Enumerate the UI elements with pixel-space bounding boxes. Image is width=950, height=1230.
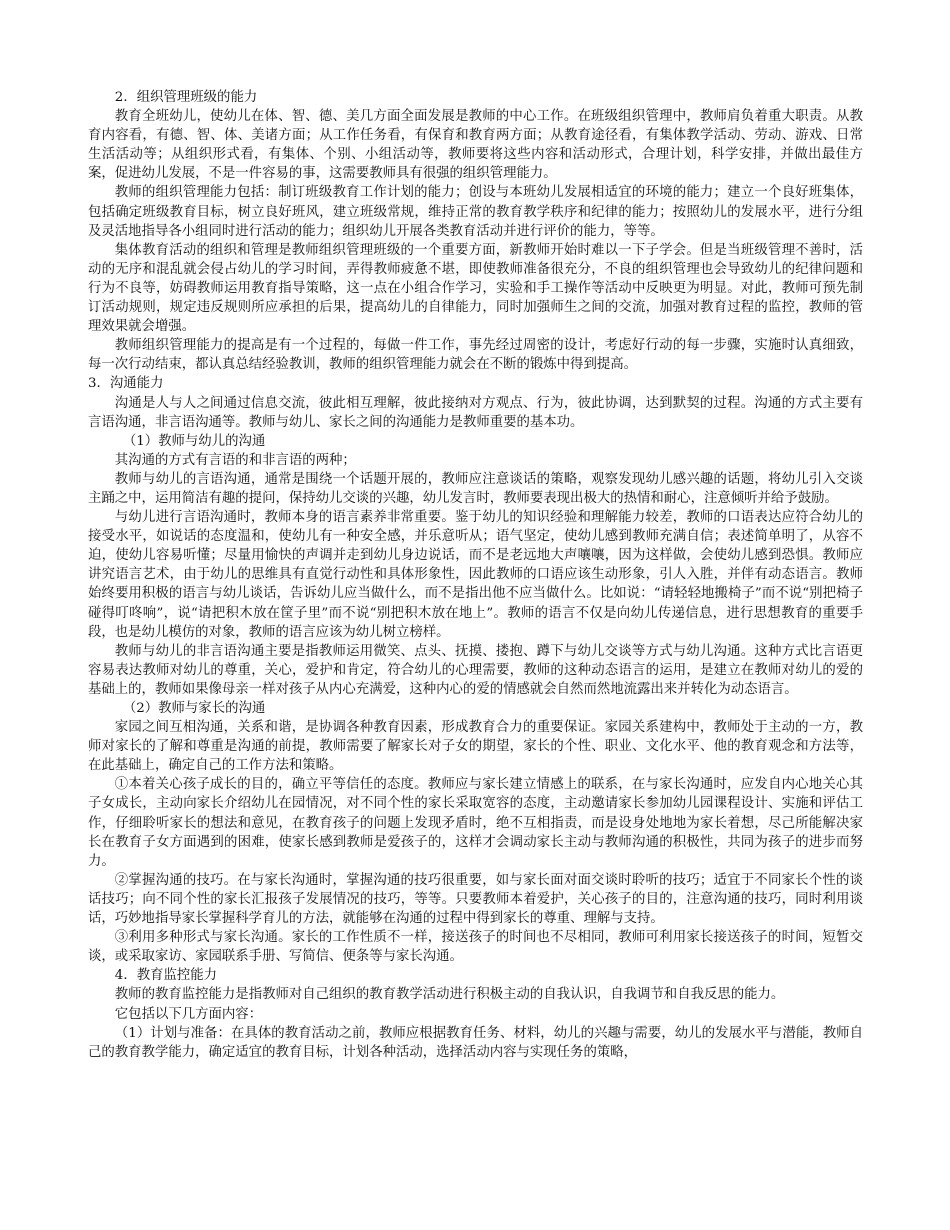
subsection-heading-teacher-child: （1）教师与幼儿的沟通 [122, 433, 266, 449]
paragraph: 与幼儿进行言语沟通时，教师本身的语言素养非常重要。鉴于幼儿的知识经验和理解能力较差，教师的口语表达应符合幼儿的接受水平，如说话的态度温和，使幼儿有一种安全感，并乐意听从；语气坚定，使幼儿感到教师充满自信；表述简单明了，从容不迫，使幼儿容易听懂；尽量用愉快的声调并走到幼儿身边说话，而不是老远地大声嚷嚷，因为这样做，会使幼儿感到恐惧。教师应讲究语言艺术，由于幼儿的思维具有直觉行动性和具体形象性，因此教师的口语应该生动形象，引人入胜，并伴有动态语言。教师始终要用积极的语言与幼儿谈话，告诉幼儿应当做什么，而不是指出他不应当做什么。比如说：“请轻轻地搬椅子”而不说“别把椅子碰得叮咚响”，说“请把积木放在筐子里”而不说“别把积木放在地上”。教师的语言不仅是向幼儿传递信息，进行思想教育的重要手段，也是幼儿模仿的对象，教师的语言应该为幼儿树立榜样。 [88, 510, 863, 640]
section-heading-monitoring: 4．教育监控能力 [114, 968, 218, 984]
paragraph: 它包括以下几方面内容： [114, 1006, 263, 1022]
paragraph: 沟通是人与人之间通过信息交流，彼此相互理解，彼此接纳对方观点、行为，彼此协调，达到默契的过程。沟通的方式主要有言语沟通，非言语沟通等。教师与幼儿、家长之间的沟通能力是教师重要的基本功。 [88, 395, 863, 430]
paragraph: ②掌握沟通的技巧。在与家长沟通时，掌握沟通的技巧很重要，如与家长面对面交谈时聆听的技巧；适宜于不同家长个性的谈话技巧；向不同个性的家长汇报孩子发展情况的技巧，等等。只要教师本着爱护，关心孩子的目的，注意沟通的技巧，同时利用谈话，巧妙地指导家长掌握科学育儿的方法，就能够在沟通的过程中得到家长的尊重、理解与支持。 [88, 872, 863, 927]
paragraph: 家园之间互相沟通，关系和谐，是协调各种教育因素，形成教育合力的重要保证。家园关系建构中，教师处于主动的一方，教师对家长的了解和尊重是沟通的前提，教师需要了解家长对子女的期望，家长的个性、职业、文化水平、他的教育观念和方法等，在此基础上，确定自己的工作方法和策略。 [88, 720, 863, 774]
document-page [88, 88, 863, 1062]
subsection-heading-teacher-parent: （2）教师与家长的沟通 [122, 701, 266, 716]
paragraph: ③利用多种形式与家长沟通。家长的工作性质不一样，接送孩子的时间也不尽相同，教师可利用家长接送孩子的时间，短暂交谈，或采取家访、家园联系手册、写简信、便条等与家长沟通。 [88, 930, 863, 965]
section-heading-class-management: 2．组织管理班级的能力 [114, 90, 258, 105]
paragraph: 教师的教育监控能力是指教师对自己组织的教育教学活动进行积极主动的自我认识，自我调节和自我反思的能力。 [114, 987, 785, 1003]
paragraph: ①本着关心孩子成长的目的，确立平等信任的态度。教师应与家长建立情感上的联系，在与家长沟通时，应发自内心地关心其子女成长，主动向家长介绍幼儿在园情况，对不同个性的家长采取宽容的态度，主动邀请家长参加幼儿园课程设计、实施和评估工作，仔细聆听家长的想法和意见，在教育孩子的问题上发现矛盾时，绝不互相指责，而是设身处地地为家长着想，尽己所能解决家长在教育子女方面遇到的困难，使家长感到教师是爱孩子的，这样才会调动家长主动与教师沟通的积极性，共同为孩子的进步而努力。 [88, 777, 863, 869]
paragraph: 集体教育活动的组织和管理是教师组织管理班级的一个重要方面，新教师开始时难以一下子学会。但是当班级管理不善时，活动的无序和混乱就会侵占幼儿的学习时间，弄得教师疲惫不堪，即使教师准备很充分，不良的组织管理也会导致幼儿的纪律问题和行为不良等，妨碍教师运用教育指导策略，这一点在小组合作学习，实验和手工操作等活动中反映更为明显。对此，教师可预先制订活动规则，规定违反规则所应承担的后果，提高幼儿的自律能力，同时加强师生之间的交流，加强对教育过程的监控，教师的管理效果就会增强。 [88, 242, 863, 335]
paragraph: 其沟通的方式有言语的和非言语的两种； [114, 452, 356, 468]
paragraph: （1）计划与准备：在具体的教育活动之前，教师应根据教育任务、材料，幼儿的兴趣与需要，幼儿的发展水平与潜能，教师自己的教育教学能力，确定适宜的教育目标，计划各种活动，选择活动内容与实现任务的策略， [88, 1025, 863, 1060]
paragraph: 教育全班幼儿，使幼儿在体、智、德、美几方面全面发展是教师的中心工作。在班级组织管理中，教师肩负着重大职责。从教育内容看，有德、智、体、美诸方面；从工作任务看，有保育和教育两方面；从教育途径看，有集体教学活动、劳动、游戏、日常生活活动等；从组织形式看，有集体、个别、小组活动等，教师要将这些内容和活动形式，合理计划，科学安排，并做出最佳方案，促进幼儿发展，不是一件容易的事，这需要教师具有很强的组织管理能力。 [88, 109, 863, 182]
paragraph: 教师与幼儿的非言语沟通主要是指教师运用微笑、点头、抚摸、搂抱、蹲下与幼儿交谈等方式与幼儿沟通。这种方式比言语更容易表达教师对幼儿的尊重，关心，爱护和肯定，符合幼儿的心理需要，教师的这种动态语言的运用，是建立在教师对幼儿的爱的基础上的，教师如果像母亲一样对孩子从内心充满爱，这种内心的爱的情感就会自然而然地流露出来并转化为动态语言。 [88, 643, 863, 697]
paragraph: 教师的组织管理能力包括：制订班级教育工作计划的能力；创设与本班幼儿发展相适宜的环境的能力；建立一个良好班集体，包括确定班级教育目标，树立良好班风，建立班级常规，维持正常的教育教学秩序和纪律的能力；按照幼儿的发展水平，进行分组及灵活地指导各小组同时进行活动的能力；组织幼儿开展各类教育活动并进行评价的能力，等等。 [88, 185, 863, 239]
paragraph: 教师与幼儿的言语沟通，通常是围绕一个话题开展的，教师应注意谈话的策略，观察发现幼儿感兴趣的话题，将幼儿引入交谈主踊之中，运用简洁有趣的提问，保持幼儿交谈的兴趣，幼儿发言时，教师要表现出极大的热情和耐心，注意倾听并给予鼓励。 [88, 471, 863, 506]
section-heading-communication: 3．沟通能力 [88, 376, 164, 392]
paragraph: 教师组织管理能力的提高是有一个过程的，每做一件工作，事先经过周密的设计，考虑好行动的每一步骤，实施时认真细致，每一次行动结束，都认真总结经验教训，教师的组织管理能力就会在不断的锻炼中得到提高。 [88, 338, 863, 373]
